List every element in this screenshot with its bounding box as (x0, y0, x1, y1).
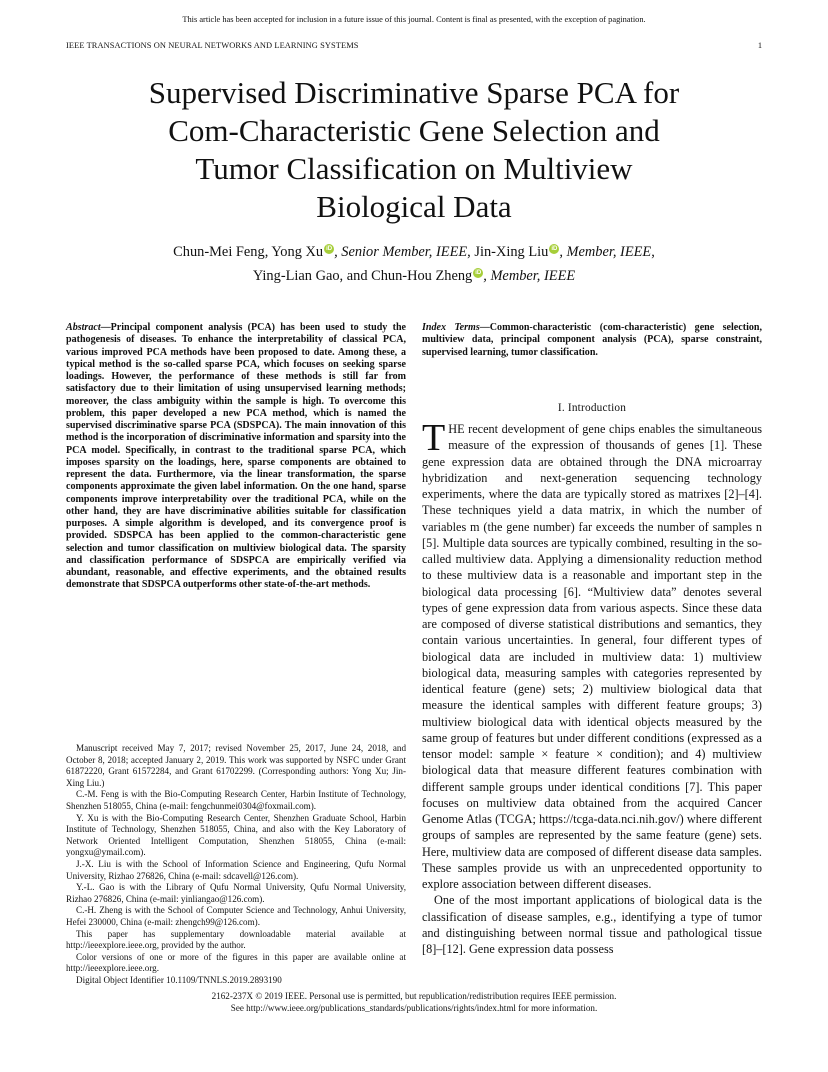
paper-title (66, 74, 762, 226)
footnote-supplementary: This paper has supplementary downloadable material available at http://ieeexplore.ieee.org, provided by the author. (66, 928, 406, 951)
page-number: 1 (757, 41, 762, 50)
footnote-affiliation: C.-M. Feng is with the Bio-Computing Research Center, Harbin Institute of Technology, Shenzhen 518055, China (e-mail: fengchunmei0304@foxmail.com). (66, 789, 406, 811)
index-terms (422, 322, 762, 359)
title-line: Supervised Discriminative Sparse PCA for (148, 75, 680, 110)
title-line: Com-Characteristic Gene Selection and (168, 113, 660, 148)
acceptance-note: This article has been accepted for inclusion in a future issue of this journal. Content is final as presented, with the exception of pagination. (182, 15, 646, 24)
footnote-doi: Digital Object Identifier 10.1109/TNNLS.2019.2893190 (76, 974, 282, 985)
introduction-paragraph: One of the most important applications of biological data is the classification of disease samples, e.g., identifying a type of tumor and distinguishing between normal tissue and pathological tissue [8]–[12]. Gene expression data possess (422, 893, 762, 956)
author-name: , Jin-Xing Liu (467, 244, 549, 260)
introduction-paragraph (422, 417, 762, 892)
drop-cap: T (422, 417, 446, 459)
abstract-dash: — (100, 322, 111, 333)
author-separator: , (651, 244, 655, 260)
abstract-text: Principal component analysis (PCA) has been used to study the pathogenesis of diseases. To enhance the interpretability of classical PCA, various improved PCA methods have been proposed to date. Among these, a typical method is the so-called sparse PCA, which focuses on seeking sparse loadings. However, the performance of these methods is still far from satisfactory due to their limitation of using unsupervised learning methods; moreover, the class ambiguity within the sample is high. To overcome this problem, this paper developed a new PCA method, which is named the supervised discriminative sparse PCA (SDSPCA). The main innovation of this method is the incorporation of discriminative information and sparsity into the PCA model. Specifically, in contrast to the traditional sparse PCA, which imposes sparsity on the loadings, here, sparse components are obtained to represent the data. Furthermore, via the linear transformation, the sparse components approximate the given label information. On the one hand, sparse components improve interpretability over the traditional PCA, while on the other hand, they are have discriminative abilities suitable for classification purposes. A simple algorithm is developed, and its convergence proof is provided. SDSPCA has been applied to the common-characteristic gene selection and tumor classification on multiview biological data. The sparsity and classification performance of SDSPCA are empirically verified via abundant, reasonable, and effective experiments, and the obtained results demonstrate that SDSPCA outperforms other state-of-the-art methods. (66, 322, 406, 591)
orcid-icon[interactable]: iD (551, 246, 558, 253)
footnote-color-versions: Color versions of one or more of the figures in this paper are available online at http://ieeexplore.ieee.org. (66, 951, 406, 974)
abstract (66, 322, 406, 592)
introduction-body (422, 417, 762, 957)
orcid-icon[interactable]: iD (475, 270, 482, 277)
section-heading-introduction: I. Introduction (557, 402, 627, 414)
copyright-line: See http://www.ieee.org/publications_standards/publications/rights/index.html for more information. (230, 1003, 598, 1014)
author-membership: , Senior Member, IEEE (334, 244, 468, 260)
index-terms-text: Common-characteristic (com-characteristic) gene selection, multiview data, principal component analysis (PCA), sparse constraint, supervised learning, tumor classification. (422, 322, 762, 358)
footnote-affiliation: J.-X. Liu is with the School of Information Science and Engineering, Qufu Normal University, Rizhao 276826, China (e-mail: sdcavell@126.com). (66, 858, 406, 881)
footnote-affiliation: Y. Xu is with the Bio-Computing Research Center, Shenzhen Graduate School, Harbin Institute of Technology, Shenzhen 518055, China, and also with the Key Laboratory of Network Oriented Intelligent Computation, Shenzhen 518055, China (e-mail: yongxu@ymail.com). (66, 812, 406, 858)
author-membership: , Member, IEEE (483, 268, 576, 284)
author-name: Ying-Lian Gao, and Chun-Hou Zheng (252, 268, 473, 284)
orcid-icon[interactable]: iD (326, 246, 333, 253)
journal-running-head: IEEE TRANSACTIONS ON NEURAL NETWORKS AND LEARNING SYSTEMS (66, 41, 359, 50)
title-line: Tumor Classification on Multiview (195, 151, 633, 186)
index-terms-dash: — (479, 322, 490, 333)
abstract-label: Abstract (66, 322, 101, 333)
footnote-manuscript: Manuscript received May 7, 2017; revised November 25, 2017, June 24, 2018, and October 8, 2018; accepted January 2, 2019. This work was supported by NSFC under Grant 61872220, Grant 61572284, and Grant 61702299. (Corresponding authors: Yong Xu; Jin-Xing Liu.) (66, 743, 406, 788)
index-terms-label: Index Terms (422, 322, 480, 333)
footnote-affiliation: Y.-L. Gao is with the Library of Qufu Normal University, Qufu Normal University, Rizhao 276826, China (e-mail: yinliangao@126.com). (66, 882, 406, 904)
footnote-affiliation: C.-H. Zheng is with the School of Computer Science and Technology, Anhui University, Hefei 230000, China (e-mail: zhengch99@126.com). (66, 905, 406, 927)
copyright-line: 2162-237X © 2019 IEEE. Personal use is permitted, but republication/redistribution requires IEEE permission. (211, 991, 617, 1001)
footnotes (66, 743, 406, 986)
author-line-2 (66, 264, 762, 288)
author-membership: , Member, IEEE (559, 244, 652, 260)
paragraph-text: HE recent development of gene chips enables the simultaneous measure of the expression of thousands of genes [1]. These gene expression data are obtained through the DNA microarray hybridization and next-generation sequencing technology experiments, where the data are typically stored as matrixes [2]–[4]. These techniques yield a data matrix, in which the number of variables m (the gene number) far exceeds the number of samples n [5]. Multiple data sources are typically combined, resulting in the so-called multiview data. Applying a dimensionality reduction method to these multiview data is a reasonable and important step in the biological data processing [6]. “Multiview data” denotes several types of gene expression data from various aspects. Since these data are composed of diverse statistical distributions and semantics, they contain various uncertainties. In general, four different types of biological data are included in multiview data: 1) multiview biological data, measuring samples with categories represented by identical feature (gene) sets; 2) multiview biological data that measure the identical samples with different feature groups; 3) multiview biological data with identical objects measured by the same group of features but under different conditions (expressed as a tensor model: sample × feature × condition); and 4) multiview biological data that measure different features combination with different sample groups under identical conditions [7]. This paper focuses on multiview data obtained from the acquired Cancer Genome Atlas (TCGA; https://tcga-data.nci.nih.gov/) where different groups of samples are represented by the same feature (gene) sets. Here, multiview data are composed of different disease data samples. These samples provide us with an unprecedented opportunity to explore association between different diseases. (422, 422, 762, 891)
title-line: Biological Data (316, 189, 512, 224)
author-name: Chun-Mei Feng, Yong Xu (173, 244, 324, 260)
copyright-footer (0, 990, 828, 1015)
author-line-1 (66, 240, 762, 264)
author-list (66, 240, 762, 288)
